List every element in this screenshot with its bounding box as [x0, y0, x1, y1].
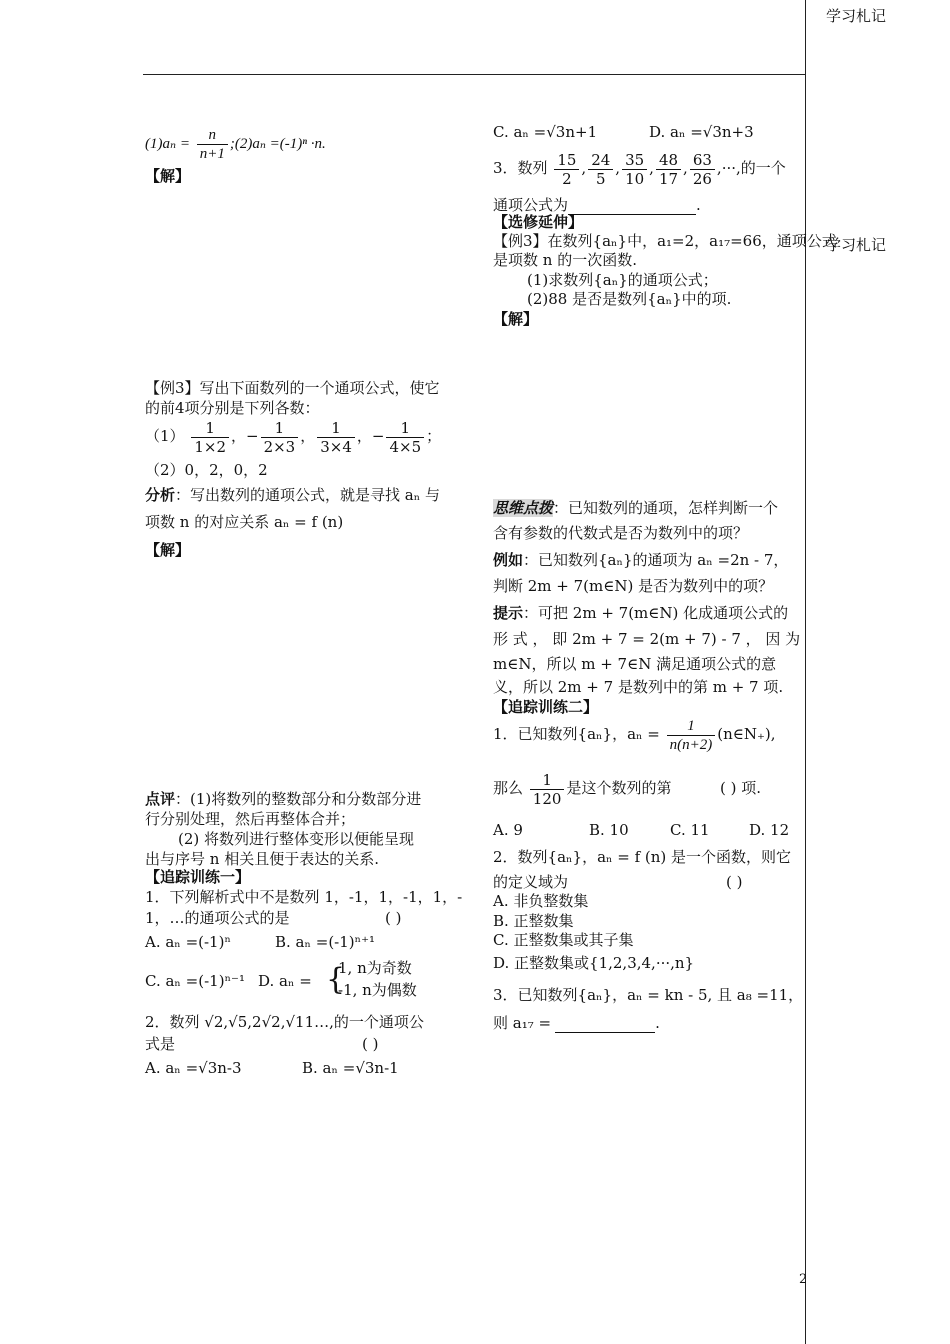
comment-line-4: 出与序号 n 相关且便于表达的关系. [145, 850, 379, 868]
q1-d-case-2: -1, n为偶数 [338, 981, 417, 999]
q3-prefix: 3．数列 [493, 159, 548, 177]
comment-line-3: (2) 将数列进行整体变形以便能呈现 [178, 830, 415, 848]
q3-fraction-4-num: 48 [656, 151, 681, 170]
comment-line-2: 行分别处理，然后再整体合并； [145, 810, 356, 828]
fraction-separator: , [683, 159, 688, 177]
t1-line-1 [493, 716, 776, 754]
example3b-question-1: (1)求数列{aₙ}的通项公式； [527, 271, 718, 289]
q1-option-b[interactable]: B. aₙ =(-1)ⁿ⁺¹ [275, 933, 376, 951]
t1-option-b[interactable]: B. 10 [589, 821, 629, 839]
q2-option-d[interactable]: D. aₙ =√3n+3 [649, 123, 754, 141]
t1-option-c[interactable]: C. 11 [670, 821, 710, 839]
t1-prefix: 1．已知数列{aₙ}，aₙ = [493, 725, 660, 743]
track2-title: 【追踪训练二】 [493, 698, 599, 716]
q3-fraction-1 [554, 151, 579, 188]
t1-frac-den: n(n+2) [669, 736, 713, 753]
t3-answer-blank[interactable] [555, 1016, 655, 1033]
fraction-separator: ，− [356, 427, 385, 445]
page-number: 2 [799, 1272, 808, 1287]
example-part2: ;(2)aₙ =(-1)ⁿ ·n. [229, 136, 326, 152]
solution-label-2: 【解】 [145, 541, 191, 559]
example-line-2: 判断 2m + 7(m∈N) 是否为数列中的项？ [493, 577, 774, 595]
t1-option-a[interactable]: A. 9 [493, 821, 523, 839]
example3-fraction-2-num: 1 [261, 419, 299, 438]
hint-line-1 [493, 603, 788, 623]
t1-line2-prefix: 那么 [493, 779, 524, 797]
example3-item1 [145, 418, 441, 456]
example3-fraction-4-den: 4×5 [389, 437, 422, 456]
q2-line-1: 2．数列 √2,√5,2√2,√11…,的一个通项公 [145, 1013, 424, 1031]
margin-rule [805, 0, 806, 1344]
hint-label: 提示 [493, 604, 524, 622]
t2-option-b[interactable]: B. 正整数集 [493, 912, 574, 930]
example3-title-2: 的前4项分别是下列各数： [145, 399, 320, 417]
q3-answer-blank[interactable] [568, 198, 696, 215]
q3-fraction-5-den: 26 [692, 169, 712, 188]
t1-line2-frac-num: 1 [530, 771, 565, 790]
elective-title: 【选修延伸】 [493, 213, 584, 231]
t2-option-d[interactable]: D. 正整数集或{1,2,3,4,···,n} [493, 954, 695, 972]
example3-fraction-4 [386, 419, 424, 456]
q1-line-2: 1，…的通项公式的是 [145, 909, 290, 927]
t1-option-d[interactable]: D. 12 [749, 821, 790, 839]
item1-label: （1） [145, 427, 185, 445]
side-note-top: 学习札记 [826, 7, 887, 25]
header-rule [143, 74, 806, 75]
q3-fraction-5-num: 63 [690, 151, 715, 170]
q3-fraction-5 [690, 151, 715, 188]
brace-icon: { [326, 962, 346, 997]
think-label: 思维点拨 [493, 499, 554, 517]
t1-line2-frac-den: 120 [532, 789, 562, 808]
q1-line-1: 1．下列解析式中不是数列 1，-1，1，-1，1，- [145, 888, 463, 906]
fraction-separator: ，− [230, 427, 259, 445]
frac-den: n+1 [199, 145, 225, 162]
frac-num: n [197, 126, 228, 145]
example3b-line-2: 是项数 n 的一次函数. [493, 251, 637, 269]
example3-fraction-1-den: 1×2 [194, 437, 226, 456]
analysis-line-2: 项数 n 的对应关系 aₙ = f (n) [145, 513, 344, 531]
example3-item2: （2）0，2，0，2 [145, 461, 268, 479]
example3-fraction-2 [261, 419, 299, 456]
q1-paren: ( ) [385, 909, 402, 927]
track1-title: 【追踪训练一】 [145, 868, 251, 886]
hint-line-2: 形 式 ， 即 2m + 7 = 2(m + 7) - 7 ， 因 为 [493, 630, 801, 648]
q3-fractions [552, 150, 717, 188]
q3-fraction-3 [622, 151, 647, 188]
example3b-question-2: (2)88 是否是数列{aₙ}中的项. [527, 290, 732, 308]
q1-d-label: D. aₙ = [258, 972, 312, 990]
hint-line-4: 义，所以 2m + 7 是数列中的第 m + 7 项. [493, 678, 784, 696]
think-line-1 [493, 498, 778, 518]
q3-end: . [696, 196, 701, 214]
q2-option-a[interactable]: A. aₙ =√3n-3 [145, 1059, 242, 1077]
q3-fraction-3-den: 10 [625, 169, 645, 188]
example3b-line-1: 【例3】在数列{aₙ}中，a₁=2，a₁₇=66，通项公式 [493, 232, 837, 250]
q3-line-1 [493, 150, 786, 188]
side-note-middle: 学习札记 [826, 236, 887, 254]
t2-option-a[interactable]: A. 非负整数集 [493, 892, 589, 910]
t2-option-c[interactable]: C. 正整数集或其子集 [493, 931, 634, 949]
example3-fraction-4-num: 1 [386, 419, 424, 438]
example3-fraction-1 [191, 419, 229, 456]
q3-fraction-2-den: 5 [595, 169, 606, 188]
q3-fraction-2-num: 24 [588, 151, 613, 170]
t1-line-2 [493, 770, 671, 808]
q2-line-2: 式是 [145, 1035, 176, 1053]
example3-fraction-3 [317, 419, 355, 456]
t2-line-2: 的定义域为 [493, 873, 569, 891]
example3-fraction-2-den: 2×3 [263, 437, 296, 456]
hint-text-1: ：可把 2m + 7(m∈N) 化成通项公式的 [523, 604, 789, 622]
comment-label: 点评 [145, 790, 176, 808]
t1-suffix: (n∈N₊), [717, 725, 776, 743]
q2-paren: ( ) [362, 1035, 379, 1053]
t3-line2-prefix: 则 a₁₇ = [493, 1014, 552, 1032]
think-text-1: ：已知数列的通项，怎样判断一个 [553, 499, 779, 517]
q1-d-case-1: 1, n为奇数 [338, 959, 412, 977]
q2-option-c[interactable]: C. aₙ =√3n+1 [493, 123, 598, 141]
q3-fraction-4-den: 17 [658, 169, 679, 188]
t3-end: . [655, 1014, 660, 1032]
example-part1-prefix: (1) [145, 136, 163, 152]
item1-end: ； [426, 427, 442, 445]
example3-fraction-3-den: 3×4 [320, 437, 352, 456]
q3-fraction-4 [656, 151, 681, 188]
example-line-1 [493, 550, 788, 570]
q3-fraction-2 [588, 151, 613, 188]
example-formula: (1)aₙ = $\frac{n}{n+1}$ ;(2)aₙ =(-1)ⁿ ·n. [145, 126, 326, 162]
q1-option-a[interactable]: A. aₙ =(-1)ⁿ [145, 933, 231, 951]
example3-title: 【例3】写出下面数列的一个通项公式，使它 [145, 379, 440, 397]
solution-label-1: 【解】 [145, 167, 191, 185]
fraction-separator: , [615, 159, 621, 177]
fraction-separator: , [581, 159, 587, 177]
t2-paren: ( ) [726, 873, 743, 891]
t1-frac-num: 1 [667, 717, 716, 736]
t1-line2-suffix: 是这个数列的第 [566, 779, 672, 797]
q3-fraction-1-den: 2 [562, 169, 572, 188]
fraction-separator: , [649, 159, 654, 177]
q3-fraction-3-num: 35 [622, 151, 647, 170]
analysis-label: 分析 [145, 486, 176, 504]
t1-paren: ( ) 项. [720, 779, 762, 797]
example-text-1: ：已知数列{aₙ}的通项为 aₙ =2n - 7， [523, 551, 789, 569]
q2-option-b[interactable]: B. aₙ =√3n-1 [302, 1059, 399, 1077]
example3-fraction-1-num: 1 [191, 419, 229, 438]
t2-line-1: 2．数列{aₙ}，aₙ = f (n) 是一个函数，则它 [493, 848, 792, 866]
example-label: 例如 [493, 551, 524, 569]
hint-line-3: m∈N，所以 m + 7∈N 满足通项公式的意 [493, 655, 777, 673]
comment-line-1 [145, 789, 421, 809]
analysis-line-1 [145, 485, 440, 505]
q1-option-c[interactable]: C. aₙ =(-1)ⁿ⁻¹ [145, 972, 245, 990]
comment-text-1: ：(1)将数列的整数部分和分数部分进 [175, 790, 422, 808]
solution-label-3: 【解】 [493, 310, 539, 328]
q3-suffix: ,···,的一个 [716, 159, 786, 177]
fraction-separator: ， [300, 427, 316, 445]
q3-line-2-text: 通项公式为 [493, 196, 569, 214]
think-line-2: 含有参数的代数式是否为数列中的项？ [493, 524, 749, 542]
q3-fraction-1-num: 15 [554, 151, 579, 170]
t3-line-2 [493, 1013, 660, 1033]
example3-fraction-3-num: 1 [317, 419, 355, 438]
analysis-text-1: ：写出数列的通项公式，就是寻找 aₙ 与 [175, 486, 440, 504]
t3-line-1: 3．已知数列{aₙ}，aₙ = kn - 5, 且 a₈ =11， [493, 986, 804, 1004]
